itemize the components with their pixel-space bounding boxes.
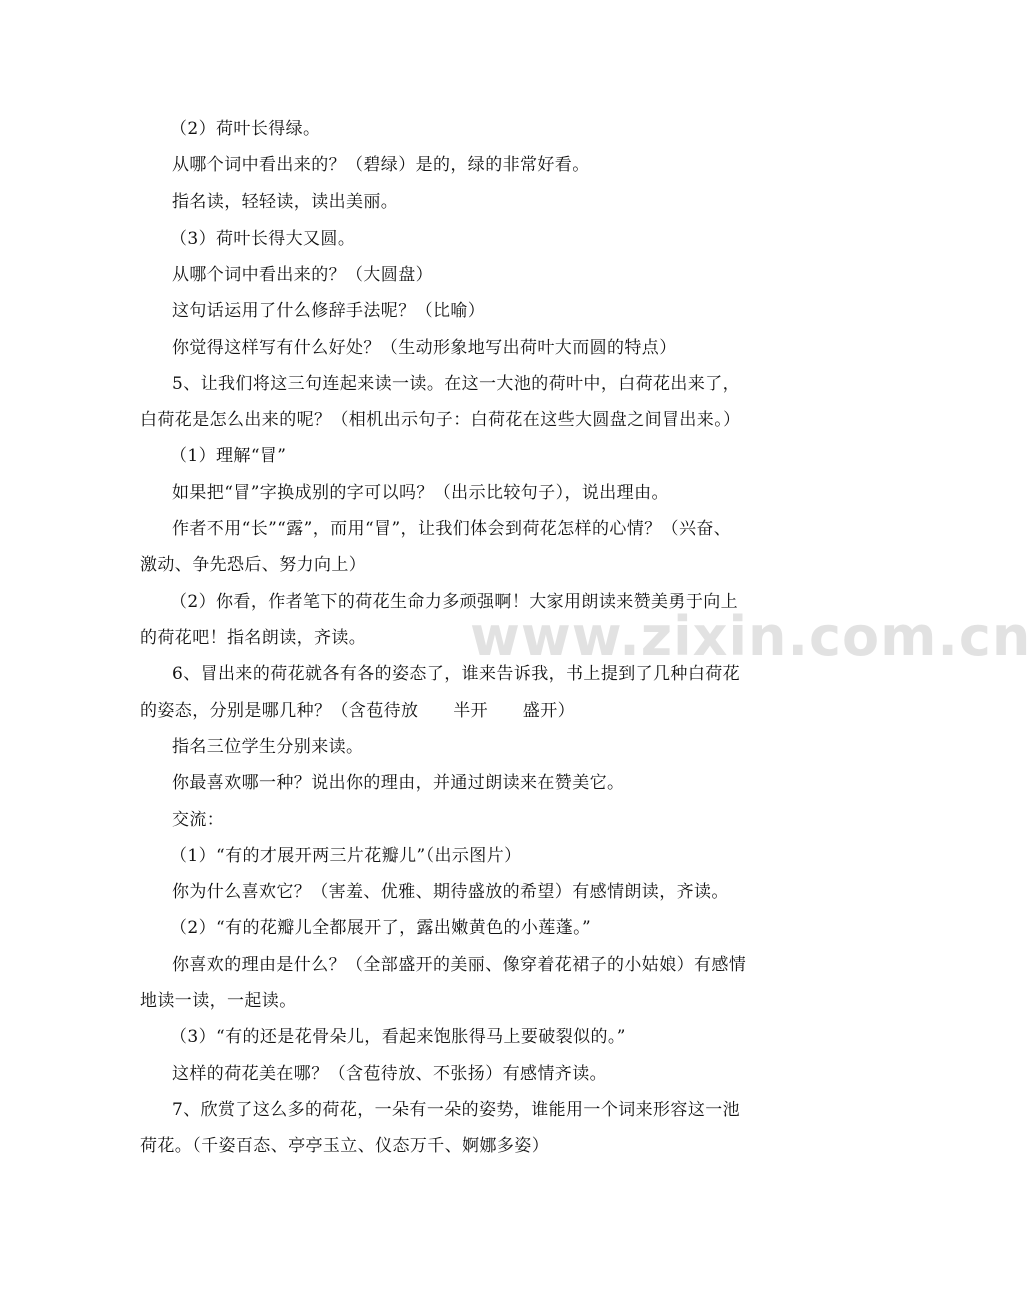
paragraph-line: （3）荷叶长得大又圆。	[170, 229, 356, 249]
paragraph-line: 这样的荷花美在哪？（含苞待放、不张扬）有感情齐读。	[172, 1064, 607, 1084]
paragraph-line: 你喜欢的理由是什么？（全部盛开的美丽、像穿着花裙子的小姑娘）有感情	[172, 955, 747, 975]
paragraph-line: 你觉得这样写有什么好处？（生动形象地写出荷叶大而圆的特点）	[172, 338, 677, 358]
paragraph-line: （1）理解“冒”	[170, 446, 287, 466]
paragraph-line: 交流：	[172, 810, 225, 830]
paragraph-line: 指名三位学生分别来读。	[172, 737, 364, 757]
paragraph-line: 的荷花吧！指名朗读，齐读。	[140, 628, 367, 648]
paragraph-line: 指名读，轻轻读，读出美丽。	[172, 192, 399, 212]
paragraph-line: （2）荷叶长得绿。	[170, 119, 321, 139]
paragraph-line: （1）“有的才展开两三片花瓣儿”（出示图片）	[170, 846, 522, 866]
paragraph-line: 荷花。（千姿百态、亭亭玉立、仪态万千、婀娜多姿）	[140, 1136, 550, 1156]
paragraph-line: （2）“有的花瓣儿全都展开了，露出嫩黄色的小莲蓬。”	[170, 918, 592, 938]
paragraph-line: 5、让我们将这三句连起来读一读。在这一大池的荷叶中，白荷花出来了，	[172, 374, 741, 394]
paragraph-line: 6、冒出来的荷花就各有各的姿态了，谁来告诉我，书上提到了几种白荷花	[172, 664, 741, 684]
paragraph-line: （2）你看，作者笔下的荷花生命力多顽强啊！大家用朗读来赞美勇于向上	[170, 592, 739, 612]
paragraph-line: 作者不用“长”“露”，而用“冒”，让我们体会到荷花怎样的心情？（兴奋、	[172, 519, 732, 539]
paragraph-line: 7、欣赏了这么多的荷花，一朵有一朵的姿势，谁能用一个词来形容这一池	[172, 1100, 741, 1120]
paragraph-line: 白荷花是怎么出来的呢？（相机出示句子：白荷花在这些大圆盘之间冒出来。）	[140, 410, 741, 430]
paragraph-line: 你为什么喜欢它？（害羞、优雅、期待盛放的希望）有感情朗读，齐读。	[172, 882, 729, 902]
paragraph-line: 从哪个词中看出来的？（大圆盘）	[172, 265, 433, 285]
paragraph-line: 你最喜欢哪一种？说出你的理由，并通过朗读来在赞美它。	[172, 773, 625, 793]
paragraph-line: 如果把“冒”字换成别的字可以吗？（出示比较句子），说出理由。	[172, 483, 669, 503]
paragraph-line: 的姿态，分别是哪几种？（含苞待放 半开 盛开）	[140, 701, 575, 721]
paragraph-line: 地读一读，一起读。	[140, 991, 297, 1011]
paragraph-line: 激动、争先恐后、努力向上）	[140, 555, 367, 575]
paragraph-line: （3）“有的还是花骨朵儿，看起来饱胀得马上要破裂似的。”	[170, 1027, 626, 1047]
paragraph-line: 这句话运用了什么修辞手法呢？（比喻）	[172, 301, 486, 321]
watermark: www.zixin.com.cn	[470, 605, 1031, 668]
paragraph-line: 从哪个词中看出来的？（碧绿）是的，绿的非常好看。	[172, 155, 590, 175]
